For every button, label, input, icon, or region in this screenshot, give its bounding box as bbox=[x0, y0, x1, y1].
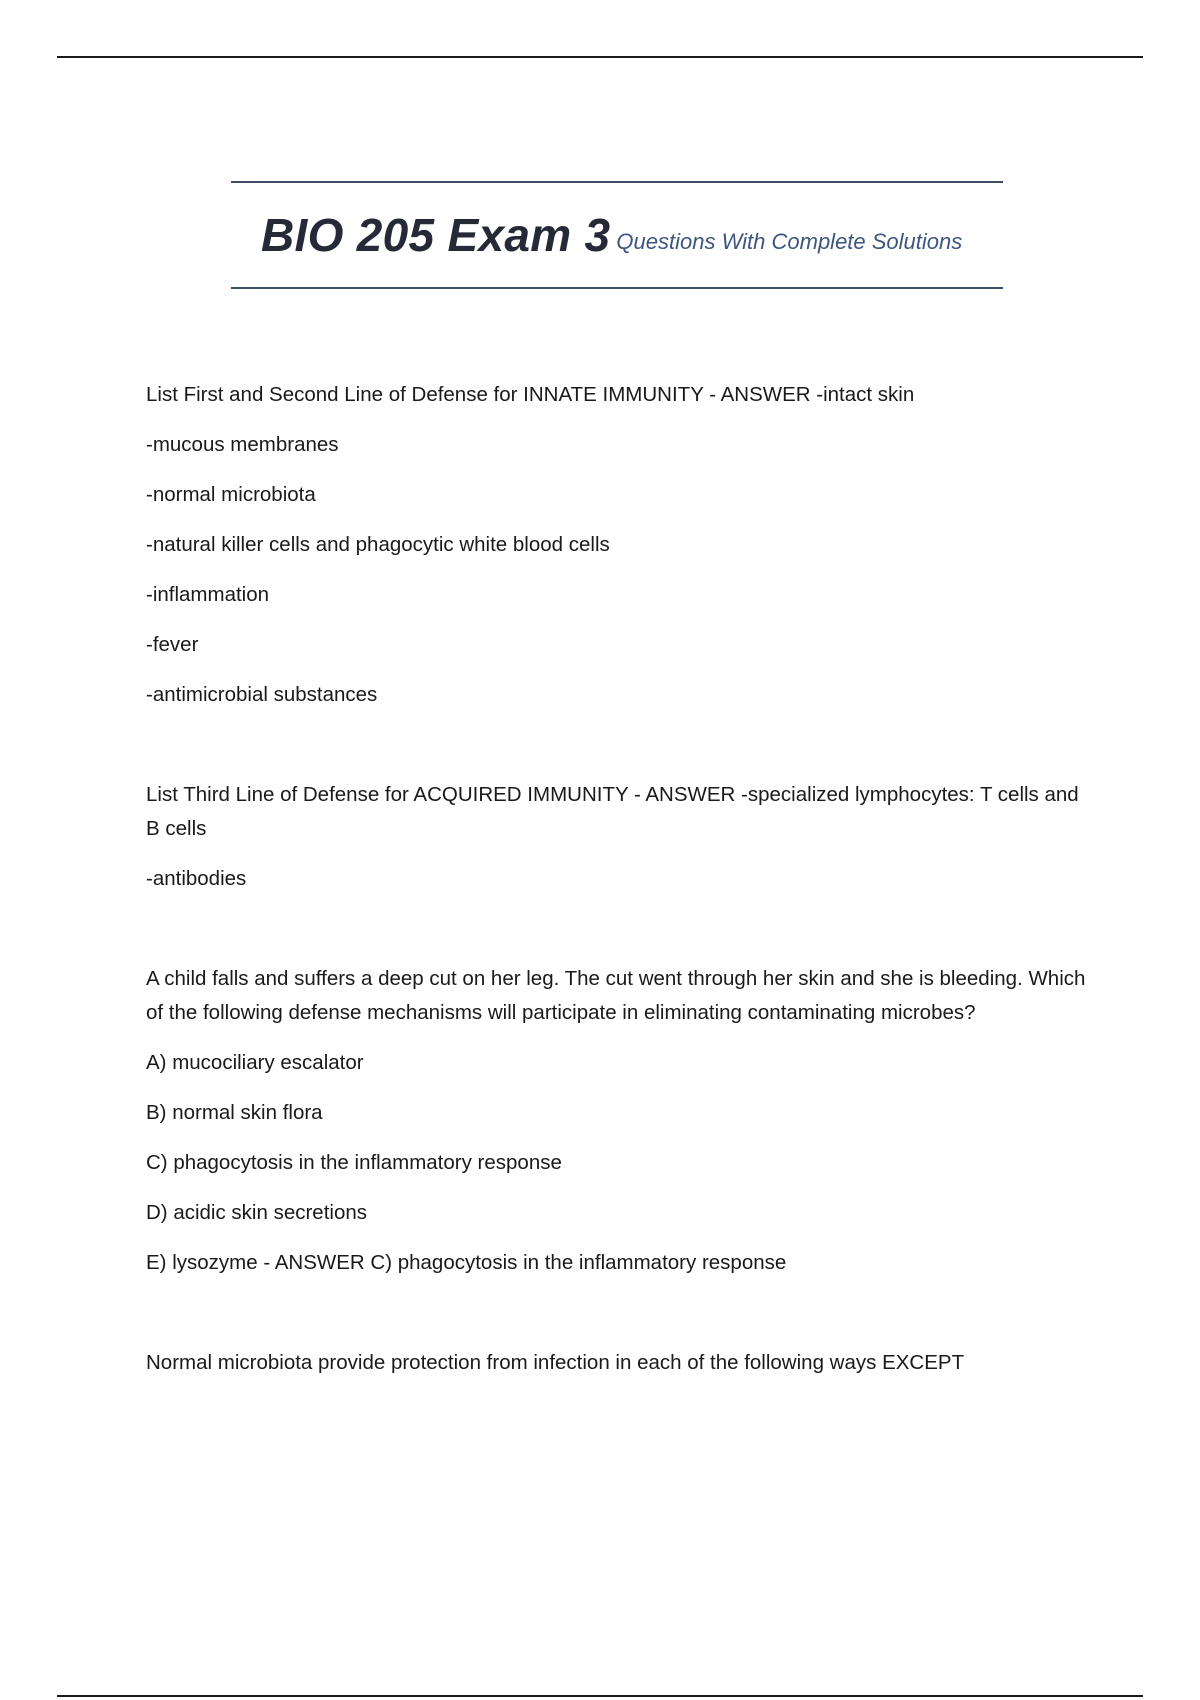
section-gap bbox=[146, 912, 1096, 962]
option-c: C) phagocytosis in the inflammatory response bbox=[146, 1151, 562, 1174]
question-block-2 bbox=[146, 778, 1096, 896]
title-bottom-line bbox=[231, 287, 1003, 289]
document-title: BIO 205 Exam 3 bbox=[261, 209, 611, 261]
title-block bbox=[231, 181, 1003, 289]
answer-line: -natural killer cells and phagocytic white blood cells bbox=[146, 533, 610, 556]
question-block-4 bbox=[146, 1346, 1096, 1380]
answer-line: -inflammation bbox=[146, 583, 270, 606]
question-block-3 bbox=[146, 962, 1096, 1280]
option-e-answer: E) lysozyme - ANSWER C) phagocytosis in the inflammatory response bbox=[146, 1251, 787, 1274]
answer-line: -antibodies bbox=[146, 867, 247, 890]
question-text: A child falls and suffers a deep cut on her leg. The cut went through her skin and she is bleeding. Which of the following defense mechanisms will participate in eliminating contaminating microbes? bbox=[146, 967, 1086, 1024]
option-a: A) mucociliary escalator bbox=[146, 1051, 364, 1074]
section-gap bbox=[146, 728, 1096, 778]
answer-line: -normal microbiota bbox=[146, 483, 316, 506]
option-d: D) acidic skin secretions bbox=[146, 1201, 368, 1224]
question-text: List Third Line of Defense for ACQUIRED IMMUNITY - ANSWER -specialized lymphocytes: T cells and B cells bbox=[146, 783, 1079, 840]
page-bottom-rule bbox=[57, 1695, 1143, 1697]
section-gap bbox=[146, 1296, 1096, 1346]
document-body bbox=[146, 378, 1096, 1396]
answer-line: -mucous membranes bbox=[146, 433, 339, 456]
title-row bbox=[231, 183, 1003, 287]
question-text: List First and Second Line of Defense for INNATE IMMUNITY - ANSWER -intact skin bbox=[146, 383, 915, 406]
document-subtitle: Questions With Complete Solutions bbox=[616, 229, 963, 254]
question-block-1 bbox=[146, 378, 1096, 712]
answer-line: -fever bbox=[146, 633, 199, 656]
question-text: Normal microbiota provide protection from infection in each of the following ways EXCEPT bbox=[146, 1351, 965, 1374]
page-top-rule bbox=[57, 56, 1143, 58]
option-b: B) normal skin flora bbox=[146, 1101, 323, 1124]
answer-line: -antimicrobial substances bbox=[146, 683, 378, 706]
